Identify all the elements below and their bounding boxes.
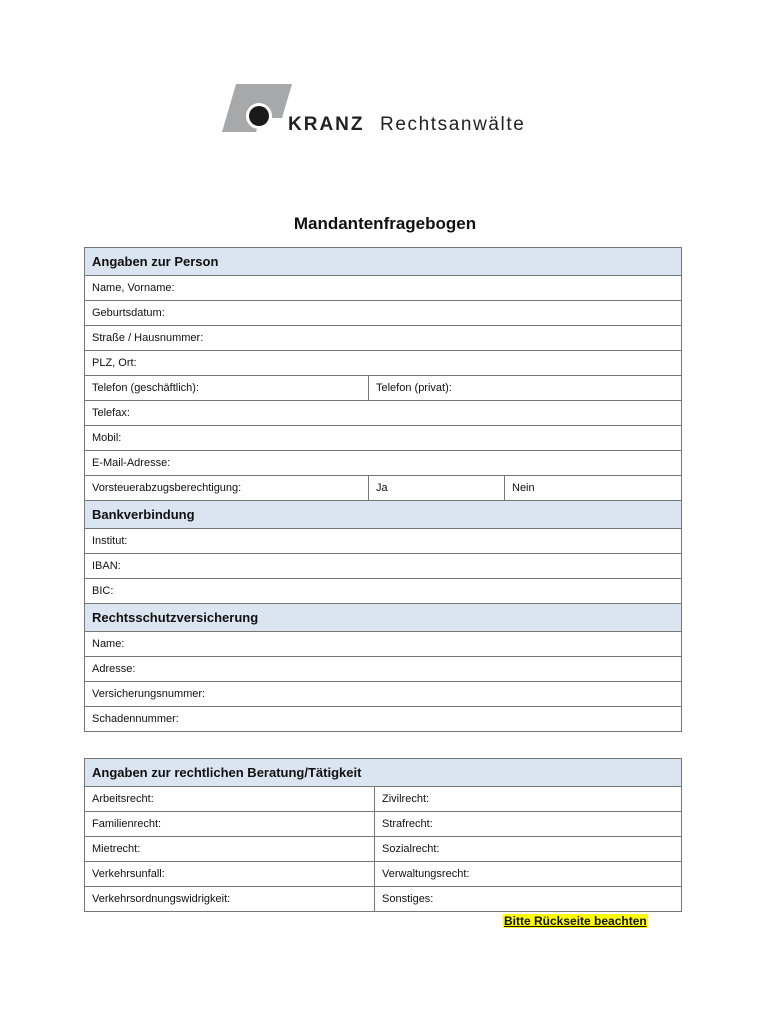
form-row [85,529,682,554]
form-row [85,401,682,426]
vorsteuer-ja-option[interactable]: Ja [369,476,505,501]
iban-field[interactable]: IBAN: [85,554,682,579]
section-header-rsv [85,604,682,632]
versicherungsnummer-field[interactable]: Versicherungsnummer: [85,682,682,707]
sonstiges-field[interactable]: Sonstiges: [375,887,682,912]
rsv-heading: Rechtsschutzversicherung [85,604,682,632]
schadennummer-field[interactable]: Schadennummer: [85,707,682,732]
strafrecht-field[interactable]: Strafrecht: [375,812,682,837]
geburtsdatum-field[interactable]: Geburtsdatum: [85,301,682,326]
form-row [85,451,682,476]
telefax-field[interactable]: Telefax: [85,401,682,426]
bank-heading: Bankverbindung [85,501,682,529]
form-row [85,887,682,912]
logo-rechtsanwaelte-text: Rechtsanwälte [380,114,526,135]
form-row [85,276,682,301]
see-reverse-note: Bitte Rückseite beachten [504,914,647,928]
kranz-logo-mark-icon [222,84,292,134]
telefon-geschaeftlich-field[interactable]: Telefon (geschäftlich): [85,376,369,401]
form-row [85,707,682,732]
zivilrecht-field[interactable]: Zivilrecht: [375,787,682,812]
form-row [85,682,682,707]
bic-field[interactable]: BIC: [85,579,682,604]
verkehrsordnungswidrigkeit-field[interactable]: Verkehrsordnungswidrigkeit: [85,887,375,912]
email-field[interactable]: E-Mail-Adresse: [85,451,682,476]
vorsteuer-label: Vorsteuerabzugsberechtigung: [85,476,369,501]
form-row [85,476,682,501]
person-heading: Angaben zur Person [85,248,682,276]
plz-ort-field[interactable]: PLZ, Ort: [85,351,682,376]
institut-field[interactable]: Institut: [85,529,682,554]
form-row [85,554,682,579]
mobil-field[interactable]: Mobil: [85,426,682,451]
legal-advice-table [84,758,682,912]
vorsteuer-nein-option[interactable]: Nein [505,476,682,501]
form-row [85,301,682,326]
verkehrsunfall-field[interactable]: Verkehrsunfall: [85,862,375,887]
logo-kranz-text: KRANZ [288,114,365,135]
strasse-field[interactable]: Straße / Hausnummer: [85,326,682,351]
form-row [85,376,682,401]
rsv-adresse-field[interactable]: Adresse: [85,657,682,682]
arbeitsrecht-field[interactable]: Arbeitsrecht: [85,787,375,812]
verwaltungsrecht-field[interactable]: Verwaltungsrecht: [375,862,682,887]
form-row [85,862,682,887]
rsv-name-field[interactable]: Name: [85,632,682,657]
sozialrecht-field[interactable]: Sozialrecht: [375,837,682,862]
client-data-table [84,247,682,732]
name-field[interactable]: Name, Vorname: [85,276,682,301]
form-row [85,787,682,812]
section-header-person [85,248,682,276]
section-header-beratung [85,759,682,787]
form-row [85,326,682,351]
form-row [85,657,682,682]
form-row [85,812,682,837]
logo [222,84,562,134]
mietrecht-field[interactable]: Mietrecht: [85,837,375,862]
section-header-bank [85,501,682,529]
familienrecht-field[interactable]: Familienrecht: [85,812,375,837]
beratung-heading: Angaben zur rechtlichen Beratung/Tätigkeit [85,759,682,787]
form-row [85,632,682,657]
form-row [85,837,682,862]
page-title: Mandantenfragebogen [293,214,477,233]
form-row [85,351,682,376]
telefon-privat-field[interactable]: Telefon (privat): [369,376,682,401]
form-row [85,579,682,604]
form-row [85,426,682,451]
